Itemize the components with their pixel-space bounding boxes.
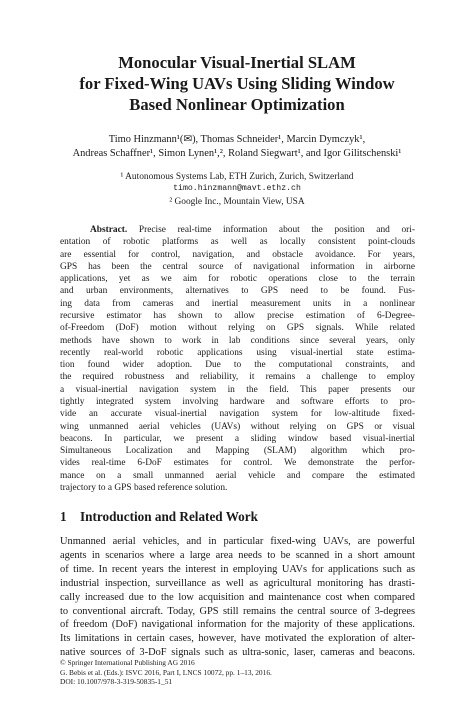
copyright-line: © Springer International Publishing AG 2016 [60,658,195,667]
section-number: 1 [60,509,67,524]
author-email[interactable]: timo.hinzmann@mavt.ethz.ch [173,184,301,194]
abstract-line [60,224,415,236]
abstract-line: mance on a small unmanned aerial vehicle and compare the estimated [60,470,415,481]
abstract [60,224,415,494]
abstract-line: of-Freedom (DoF) motion without relying on GPS signals. While related [60,323,415,334]
body-line: of time. In recent years the interest in employing UAVs for applications such as [60,563,415,575]
body-line: cally increased due to the low acquisition and maintenance cost when compared [60,591,415,603]
abstract-line-text: Precise real-time information about the position and ori- [127,225,415,235]
title-line: for Fixed-Wing UAVs Using Sliding Window [79,74,395,93]
body-line: Its limitations in certain cases, however, have motivated the exploration of alter- [60,633,415,645]
abstract-line: tightly integrated system involving hardware and software efforts to pro- [60,396,415,407]
author-line: Andreas Schaffner¹, Simon Lynen¹,², Roland Siegwart¹, and Igor Gilitschenski¹ [72,148,402,159]
author-list [30,133,444,161]
body-line: native sources of 3-DoF signals such as ultra-sonic, laser, cameras and beacons. [60,647,415,659]
doi-line[interactable]: DOI: 10.1007/978-3-319-50835-1_51 [60,677,173,687]
abstract-line: methods have shown to work in lab conditions since several years, only [60,335,415,346]
intro-paragraph [60,535,415,660]
title-line: Based Nonlinear Optimization [129,95,345,114]
abstract-line: tion found wider adoption. Due to the computational constraints, and [60,360,415,371]
affiliation-google: ² Google Inc., Mountain View, USA [169,196,305,207]
abstract-line: and urban environments, alternatives to GPS need to be found. Fus- [60,286,415,297]
affiliations [60,171,414,208]
abstract-line: the required robustness and reliability, it remains a challenge to employ [60,372,415,383]
abstract-line: applications, yet as we aim for robotic operations close to the terrain [60,274,415,285]
abstract-line: a visual-inertial navigation system in the field. This paper presents our [60,384,415,395]
abstract-line: recursive estimator has shown to allow precise estimation of 6-Degree- [60,310,415,321]
abstract-line: recently real-world robotic applications using visual-inertial state estima- [60,347,415,358]
abstract-line: ing data from cameras and inertial measurement units in a nonlinear [60,298,415,309]
abstract-label: Abstract. [90,225,128,235]
section-heading [60,509,415,525]
body-line: to conventional aircraft. Today, GPS still remains the central source of 3-degrees [60,605,415,617]
citation-line: G. Bebis et al. (Eds.): ISVC 2016, Part I, LNCS 10072, pp. 1–13, 2016. [60,667,272,677]
paper-title [40,52,434,115]
abstract-line: beacons. In particular, we present a sliding window based visual-inertial [60,433,415,444]
title-line: Monocular Visual-Inertial SLAM [118,53,356,72]
body-line: industrial inspection, surveillance as well as agricultural monitoring has drasti- [60,577,415,589]
abstract-line: entation of robotic platforms as well as locally consistent point-clouds [60,237,415,248]
body-line: Unmanned aerial vehicles, and in particular fixed-wing UAVs, are powerful [60,536,415,547]
body-line: agents in scenarios where a large area needs to be scanned in a short amount [60,549,415,561]
affiliation-eth: ¹ Autonomous Systems Lab, ETH Zurich, Zurich, Switzerland [120,172,354,182]
abstract-line: wing unmanned aerial vehicles (UAVs) without relying on GPS or visual [60,421,415,432]
author-line: Timo Hinzmann¹(✉), Thomas Schneider¹, Marcin Dymczyk¹, [108,134,366,145]
abstract-line: are essential for control, navigation, and obstacle avoidance. For years, [60,249,415,260]
abstract-line: Simultaneous Localization and Mapping (SLAM) algorithm which pro- [60,446,415,457]
abstract-line: vide an accurate visual-inertial navigation system for low-altitude fixed- [60,409,415,420]
abstract-line: vides real-time 6-DoF estimates for control. We demonstrate the perfor- [60,458,415,469]
abstract-line: GPS has been the central source of navigational information in airborne [60,261,415,272]
abstract-line: trajectory to a GPS based reference solution. [60,482,228,493]
publication-footer [60,658,415,687]
body-line: of freedom (DoF) navigational information for the majority of these applications. [60,619,415,631]
section-title: Introduction and Related Work [80,509,258,524]
